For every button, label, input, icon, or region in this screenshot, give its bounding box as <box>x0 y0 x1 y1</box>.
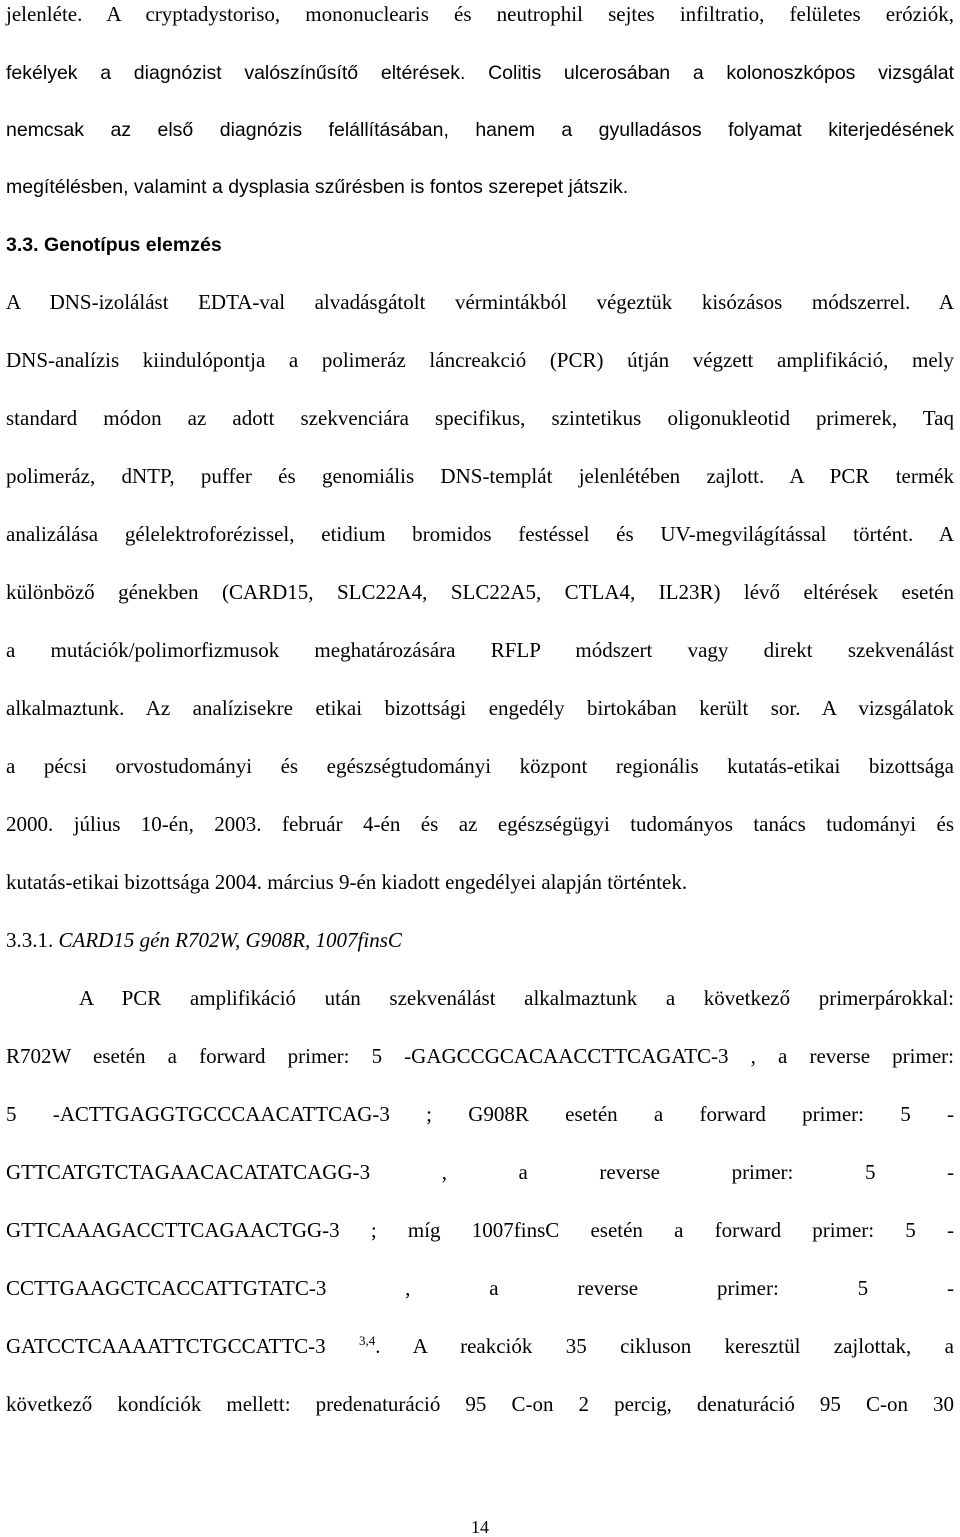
text-line: A DNS-izolálást EDTA-val alvadásgátolt vérmintákból végeztük kisózásos módszerrel. A <box>6 290 954 314</box>
text-line: különböző génekben (CARD15, SLC22A4, SLC22A5, CTLA4, IL23R) lévő eltérések esetén <box>6 580 954 604</box>
subsection-title: CARD15 gén R702W, G908R, 1007finsC <box>58 928 402 952</box>
section-heading: 3.3. Genotípus elemzés <box>6 234 222 256</box>
text-line: megítélésben, valamint a dysplasia szűrésben is fontos szerepet játszik. <box>6 176 629 198</box>
subsection-heading <box>6 928 954 952</box>
text-line: nemcsak az első diagnózis felállításában, hanem a gyulladásos folyamat kiterjedésének <box>6 119 954 141</box>
text-line: a pécsi orvostudományi és egészségtudományi központ regionális kutatás-etikai bizottsága <box>6 754 954 778</box>
text-line-with-reference <box>6 1334 954 1358</box>
text-line: következő kondíciók mellett: predenaturáció 95 C-on 2 percig, denaturáció 95 C-on 30 <box>6 1392 954 1416</box>
text-line: CCTTGAAGCTCACCATTGTATC-3 , a reverse primer: 5 - <box>6 1276 954 1300</box>
text-segment: . A reakciók 35 cikluson keresztül zajlottak, a <box>375 1334 954 1358</box>
text-line: jelenléte. A cryptadystoriso, mononuclearis és neutrophil sejtes infiltratio, felületes eróziók, <box>6 2 954 26</box>
text-line: A PCR amplifikáció után szekvenálást alkalmaztunk a következő primerpárokkal: <box>79 986 954 1010</box>
text-line: GTTCATGTCTAGAACACATATCAGG-3 , a reverse primer: 5 - <box>6 1160 954 1184</box>
text-line: a mutációk/polimorfizmusok meghatározására RFLP módszert vagy direkt szekvenálást <box>6 638 954 662</box>
subsection-number: 3.3.1. <box>6 928 54 952</box>
reference-superscript: 3,4 <box>359 1333 376 1348</box>
text-line: fekélyek a diagnózist valószínűsítő eltérések. Colitis ulcerosában a kolonoszkópos vizsgálat <box>6 62 954 84</box>
text-line: analizálása gélelektroforézissel, etidium bromidos festéssel és UV-megvilágítással történt. A <box>6 522 954 546</box>
text-segment: GATCCTCAAAATTCTGCCATTC-3 <box>6 1334 360 1358</box>
text-line: GTTCAAAGACCTTCAGAACTGG-3 ; míg 1007finsC esetén a forward primer: 5 - <box>6 1218 954 1242</box>
text-line: standard módon az adott szekvenciára specifikus, szintetikus oligonukleotid primerek, Taq <box>6 406 954 430</box>
text-line: 2000. július 10-én, 2003. február 4-én és az egészségügyi tudományos tanács tudományi és <box>6 812 954 836</box>
text-line: polimeráz, dNTP, puffer és genomiális DNS-templát jelenlétében zajlott. A PCR termék <box>6 464 954 488</box>
text-line: alkalmaztunk. Az analízisekre etikai bizottsági engedély birtokában került sor. A vizsgálatok <box>6 696 954 720</box>
text-line: DNS-analízis kiindulópontja a polimeráz láncreakció (PCR) útján végzett amplifikáció, mely <box>6 348 954 372</box>
text-line: kutatás-etikai bizottsága 2004. március 9-én kiadott engedélyei alapján történtek. <box>6 870 688 894</box>
page-number: 14 <box>471 1517 489 1537</box>
text-line: 5 -ACTTGAGGTGCCCAACATTCAG-3 ; G908R esetén a forward primer: 5 - <box>6 1102 954 1126</box>
text-line: R702W esetén a forward primer: 5 -GAGCCGCACAACCTTCAGATC-3 , a reverse primer: <box>6 1044 954 1068</box>
